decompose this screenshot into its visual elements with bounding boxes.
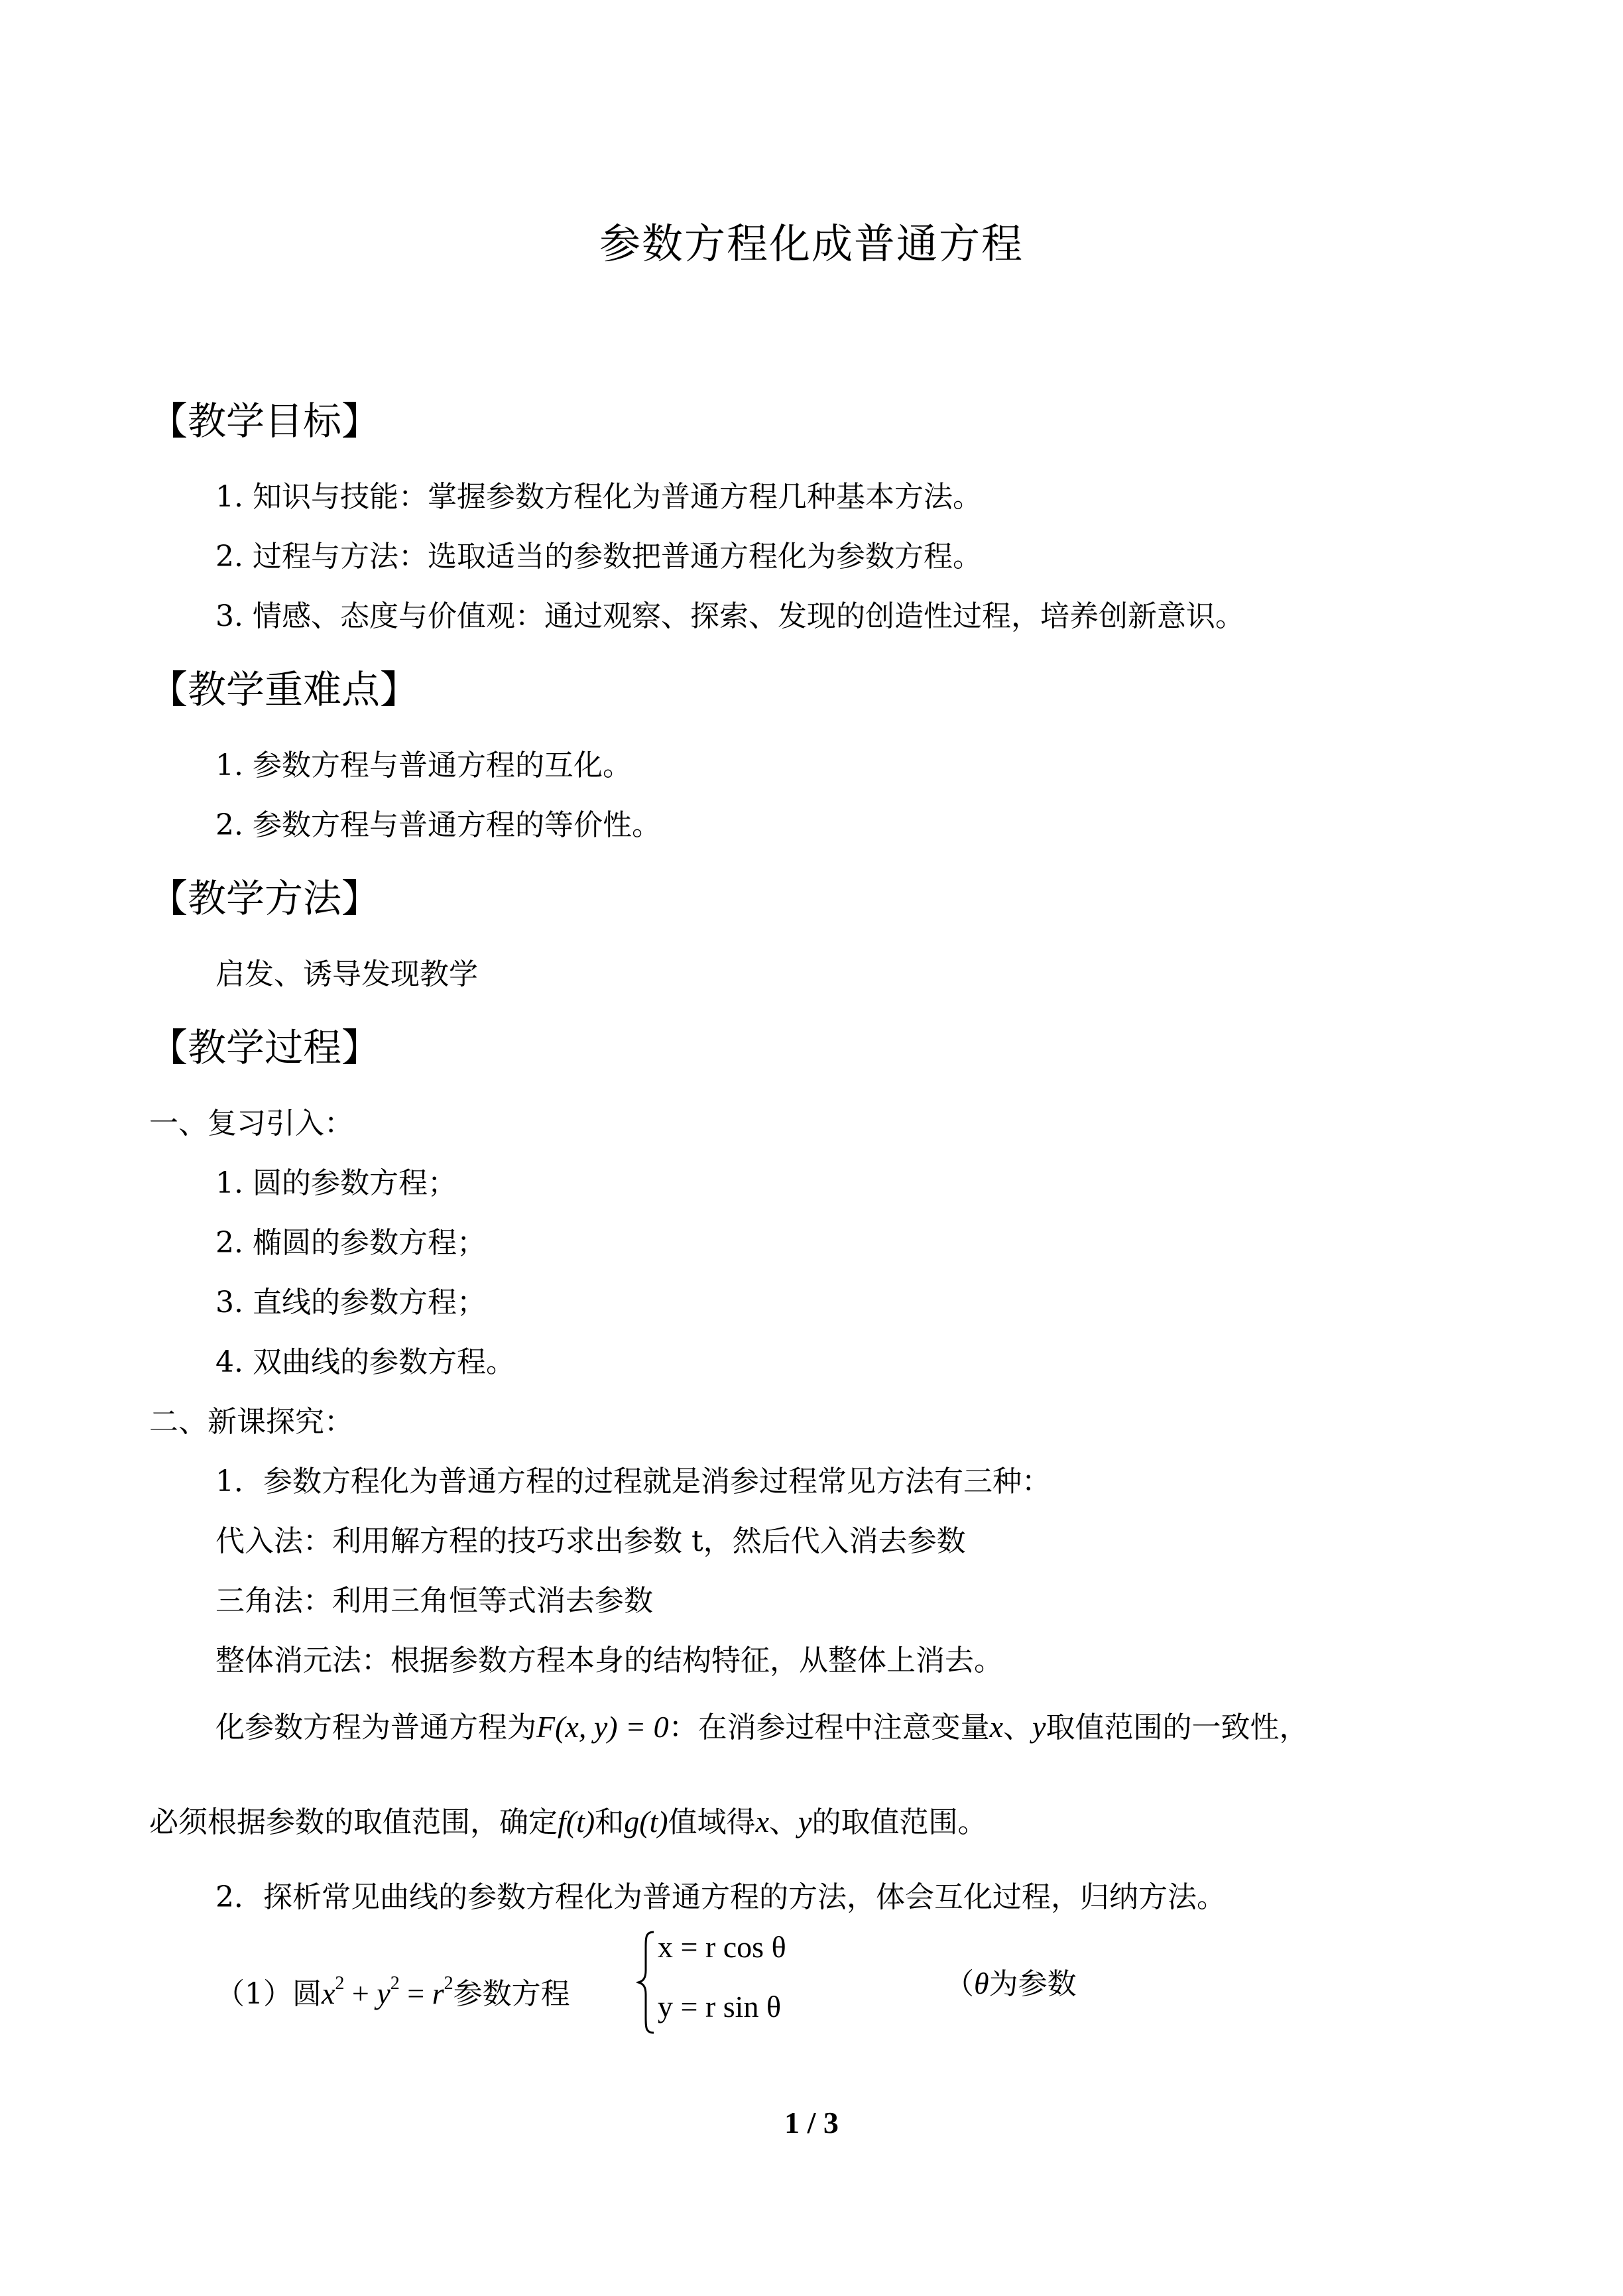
equals-sign: =	[399, 1976, 432, 2010]
system-equation-y: y = r sin θ	[658, 1990, 781, 2024]
function-f: f(t)	[558, 1805, 595, 1839]
new-lesson-line: 整体消元法：根据参数方程本身的结构特征，从整体上消去。	[215, 1644, 1003, 1677]
objectives-heading: 【教学目标】	[149, 398, 381, 444]
theta-symbol: θ	[974, 1966, 989, 2000]
new-lesson-label: 二、新课探究：	[149, 1405, 353, 1439]
exponent: 2	[335, 1973, 345, 1994]
separator: 、	[769, 1805, 799, 1839]
parameter-note-text: 为参数	[989, 1967, 1077, 2001]
key-points-heading: 【教学重难点】	[149, 667, 419, 712]
left-brace-icon	[636, 1929, 656, 2035]
objective-item: 1. 知识与技能：掌握参数方程化为普通方程几种基本方法。	[215, 480, 982, 514]
open-paren: （	[945, 1967, 974, 2001]
new-lesson-line: 代入法：利用解方程的技巧求出参数 t，然后代入消去参数	[215, 1524, 966, 1558]
math-y: y	[377, 1976, 391, 2010]
parameter-note	[945, 1964, 1077, 2004]
review-item: 1. 圆的参数方程；	[215, 1166, 457, 1200]
circle-mid-text: 参数方程	[453, 1977, 570, 2011]
note-text: 的取值范围。	[812, 1805, 987, 1839]
circle-prefix: （1）圆	[215, 1977, 322, 2011]
key-point-item: 2. 参数方程与普通方程的等价性。	[215, 808, 661, 842]
plus-sign: +	[344, 1976, 377, 2010]
function-equation: F(x, y) = 0	[536, 1710, 669, 1744]
separator: 、	[1003, 1711, 1033, 1744]
variable-y: y	[1032, 1710, 1046, 1744]
math-r: r	[432, 1976, 444, 2010]
system-equation-x: x = r cos θ	[658, 1930, 786, 1964]
variable-y: y	[798, 1805, 812, 1839]
key-point-item: 1. 参数方程与普通方程的互化。	[215, 749, 632, 782]
review-item: 4. 双曲线的参数方程。	[215, 1345, 515, 1379]
math-x: x	[322, 1976, 335, 2010]
note-text: 化参数方程为普通方程为	[215, 1711, 536, 1744]
new-lesson-line: 1．参数方程化为普通方程的过程就是消参过程常见方法有三种：	[215, 1465, 1051, 1498]
function-g: g(t)	[624, 1805, 668, 1839]
exponent: 2	[444, 1973, 453, 1994]
process-heading: 【教学过程】	[149, 1025, 381, 1070]
circle-equation-line	[215, 1964, 570, 2014]
review-item: 3. 直线的参数方程；	[215, 1286, 486, 1319]
new-lesson-line: 2．探析常见曲线的参数方程化为普通方程的方法，体会互化过程，归纳方法。	[215, 1880, 1226, 1914]
note-text: ：在消参过程中注意变量	[668, 1711, 990, 1744]
methods-heading: 【教学方法】	[149, 876, 381, 921]
note-text: 值域得	[668, 1805, 756, 1839]
objective-item: 2. 过程与方法：选取适当的参数把普通方程化为参数方程。	[215, 540, 982, 574]
note-text: 和	[595, 1805, 625, 1839]
methods-text: 启发、诱导发现教学	[215, 957, 478, 991]
parametric-system	[636, 1929, 875, 2035]
note-text: 取值范围的一致性，	[1046, 1711, 1309, 1744]
variable-x: x	[755, 1805, 770, 1839]
note-text: 必须根据参数的取值范围，确定	[149, 1805, 558, 1839]
variable-x: x	[989, 1710, 1004, 1744]
review-item: 2. 椭圆的参数方程；	[215, 1226, 486, 1260]
review-label: 一、复习引入：	[149, 1107, 353, 1140]
page-number: 1 / 3	[784, 2106, 839, 2140]
elimination-note-line	[215, 1707, 1308, 1748]
range-note-line	[149, 1802, 987, 1843]
objective-item: 3. 情感、态度与价值观：通过观察、探索、发现的创造性过程，培养创新意识。	[215, 599, 1244, 633]
new-lesson-line: 三角法：利用三角恒等式消去参数	[215, 1584, 653, 1618]
exponent: 2	[390, 1973, 400, 1994]
document-title: 参数方程化成普通方程	[599, 219, 1024, 268]
